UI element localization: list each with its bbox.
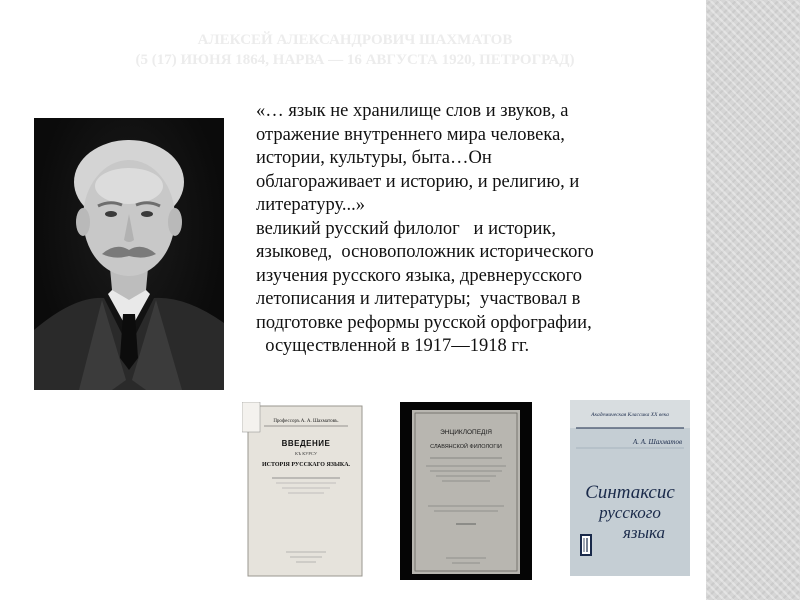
book1-subtitle: ИСТОРІЯ РУССКАГО ЯЗЫКА. (261, 462, 351, 468)
book3-title-line3: языка (622, 523, 666, 542)
book3-title-line1: Синтаксис (585, 482, 675, 503)
slide-title-name: АЛЕКСЕЙ АЛЕКСАНДРОВИЧ ШАХМАТОВ (197, 32, 513, 48)
book1-title: ВВЕДЕНИЕ (281, 439, 331, 448)
bio-line: изучения русского языка, древнерусского (256, 265, 582, 286)
slide-title-dates: (5 (17) ИЮНЯ 1864, НАРВА — 16 АВГУСТА 1920, ПЕТРОГРАД) (135, 52, 575, 68)
portrait-photo (34, 118, 224, 390)
bio-line: подготовке реформы русской орфографии, (256, 312, 592, 333)
portrait-illustration (34, 118, 224, 390)
book1-author: Профессоръ А. А. Шахматовъ. (273, 419, 339, 424)
book3-title-line2: русского (599, 503, 661, 522)
quote-line: истории, культуры, быта…Он (256, 148, 492, 168)
book1-small: КЪ КУРСУ (294, 451, 318, 456)
book3-series: Академическая Классика XX века (591, 412, 669, 418)
book-cover-syntax (570, 400, 690, 576)
quote-line: литературу...» (256, 195, 366, 215)
slide-title (40, 30, 670, 70)
book-cover-encyclopedia (400, 402, 532, 580)
book2-title: ЭНЦИКЛОПЕДІЯ (440, 429, 492, 436)
bio-line: языковед, основоположник исторического (256, 242, 594, 262)
book2-subtitle: СЛАВЯНСКОЙ ФИЛОЛОГІИ (430, 444, 502, 450)
quote-line: облагораживает и историю, и религию, и (256, 171, 580, 192)
bio-line: летописания и литературы; участвовал в (256, 289, 581, 309)
book3-author: А. А. Шахматов (632, 438, 682, 446)
quote-and-biography (256, 100, 696, 359)
quote-line: отражение внутреннего мира человека, (256, 124, 565, 145)
quote-line: «… язык не хранилище слов и звуков, а (256, 101, 569, 121)
bio-line: великий русский филолог и историк, (256, 218, 557, 239)
book-cover-vvedenie (242, 402, 366, 580)
bio-line: осуществленной в 1917—1918 гг. (256, 336, 530, 356)
decorative-side-stripe (706, 0, 800, 600)
